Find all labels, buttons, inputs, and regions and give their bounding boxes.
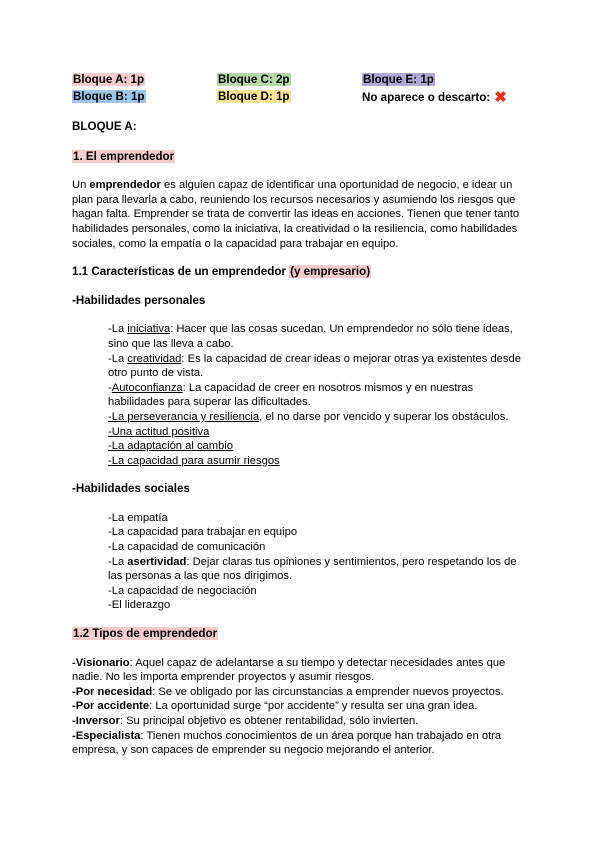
list-item: -La creatividad: Es la capacidad de crear ideas o mejorar otras ya existentes desde otro punto de vista. [108,352,521,380]
list-item: -Por necesidad: Se ve obligado por las circunstancias a emprender nuevos proyectos. [72,685,504,698]
list-item: -Autoconfianza: La capacidad de creer en nosotros mismos y en nuestras habilidades para superar las dificultades. [108,381,474,409]
heading-tipos-emprendedor: 1.2 Tipos de emprendedor [73,627,218,641]
list-item: -Visionario: Aquel capaz de adelantarse a su tiempo y detectar necesidades antes que nadie. No les importa emprender proyectos y asumir riesgos. [72,656,506,684]
list-item: -La capacidad de negociación [108,584,257,597]
list-item: -La empatía [108,511,168,524]
list-item: -La iniciativa: Hacer que las cosas sucedan. Un emprendedor no sólo tiene ideas, sino que las lleva a cabo. [108,323,513,350]
legend-bloque-d: Bloque D: 1p [218,90,290,103]
list-item: -La asertividad: Dejar claras tus opiniones y sentimientos, pero respetando los de las personas a las que nos dirigimos. [108,555,517,583]
list-item: -Una actitud positiva [108,425,210,438]
heading-habilidades-personales: -Habilidades personales [72,293,206,307]
heading-el-emprendedor: 1. El emprendedor [73,149,175,163]
legend-bloque-e: Bloque E: 1p [363,73,434,86]
list-item: -La adaptación al cambio [108,440,234,453]
legend-discard: No aparece o descarto: [362,90,491,104]
list-item: -Por accidente: La oportunidad surge “por accidente” y resulta ser una gran idea. [72,700,478,713]
legend-bloque-b: Bloque B: 1p [73,90,145,103]
document-content [72,120,524,758]
list-item: -Inversor: Su principal objetivo es obtener rentabilidad, sólo invierten. [72,715,419,727]
legend-row-2 [72,88,532,105]
color-legend [72,71,532,105]
heading-caracteristicas: 1.1 Características de un emprendedor (y empresario) [72,265,371,279]
list-item: -La perseverancia y resiliencia, el no darse por vencido y superar los obstáculos. [108,410,509,423]
list-item: -La capacidad para trabajar en equipo [108,526,298,539]
section-title: BLOQUE A: [72,120,137,133]
term-asertividad: asertividad [127,555,187,568]
intro-paragraph: Un emprendedor es alguien capaz de identificar una oportunidad de negocio, e idear un plan para llevarla a cabo, reuniendo los recursos necesarios y asumiendo los riesgos que hagan falta. Emprender se trata de convertir las ideas en acciones. Tienen que tener tanto habilidades personales, como la iniciativa, la creatividad o la resiliencia, como habilidades sociales, como la empatía o la capacidad para trabajar en equipo. [72,179,520,250]
term-emprendedor: emprendedor [89,179,161,192]
highlight-empresario: (y empresario) [290,265,371,279]
legend-bloque-a: Bloque A: 1p [73,73,145,86]
list-item: -Especialista: Tienen muchos conocimientos de un área porque han trabajado en otra empresa, y son capaces de emprender su negocio mejorando el anterior. [72,729,502,757]
cross-mark-icon: ✖ [494,88,507,106]
list-item: -El liderazgo [108,599,171,612]
heading-habilidades-sociales: -Habilidades sociales [72,482,190,496]
types-list [72,656,524,758]
social-skills-list [72,511,524,613]
list-item: -La capacidad para asumir riesgos [108,454,280,467]
list-item: -La capacidad de comunicación [108,541,266,554]
legend-row-1 [72,71,532,88]
personal-skills-list [72,322,524,468]
legend-bloque-c: Bloque C: 2p [218,73,290,86]
